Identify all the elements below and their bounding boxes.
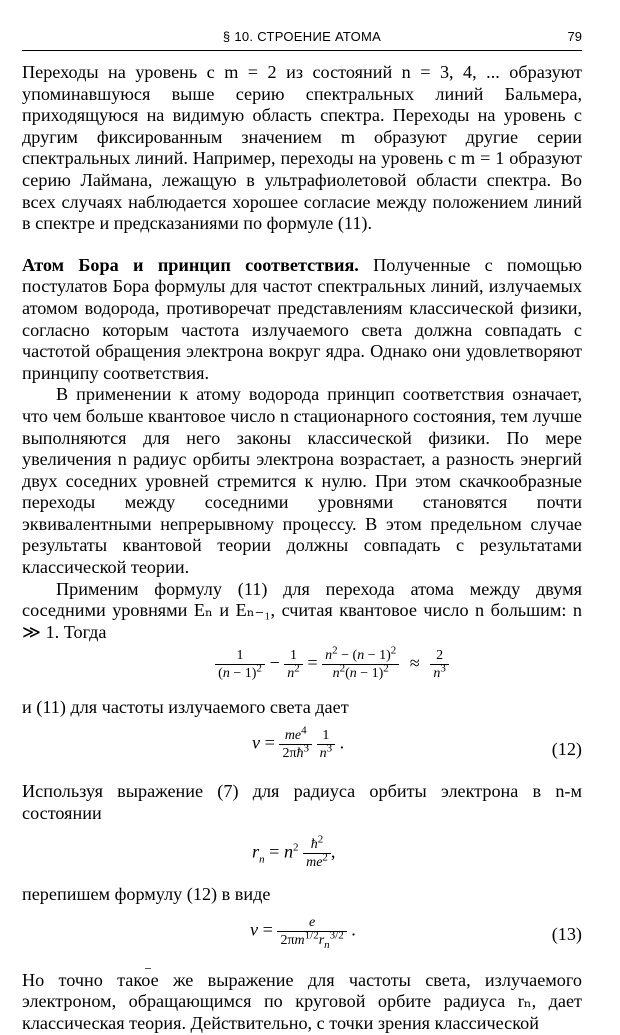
print-mark bbox=[145, 968, 151, 969]
fraction: $\frac{1}{n^2}$ bbox=[284, 647, 303, 682]
fraction: $\frac{2}{n^3}$ bbox=[430, 647, 449, 682]
equation-12 bbox=[22, 721, 582, 771]
equation-13 bbox=[22, 908, 582, 960]
equation-number: (13) bbox=[551, 923, 582, 944]
header-rule bbox=[22, 50, 582, 51]
equation-body: ν = $\frac{me^4}{2\pi ħ^3}$ $\frac{1}{n^3}$ . bbox=[252, 724, 345, 762]
paragraph-rewrite: перепишем формулу (12) в виде bbox=[22, 884, 271, 905]
paragraph-classical: Но точно такое же выражение для частоты света, излучаемого электроном, обращающимся по круговой орбите радиуса rₙ, дает классическая теория. Действительно, с точки зрения классической bbox=[22, 969, 582, 1033]
fraction: $\frac{e}{2\pi m^{1/2}r_n^{3/2}}$ bbox=[277, 914, 346, 949]
page-body bbox=[22, 62, 582, 1035]
formula-orbit-radius bbox=[22, 828, 582, 884]
paragraph-correspondence-principle: В применении к атому водорода принцип соответствия означает, что чем больше квантовое число n стационарного состояния, тем лучше выполняются для него законы классической физики. По мере увеличения n радиус орбиты электрона возрастает, а разность энергий двух соседних уровней стремится к нулю. При этом скачкообразные переходы между соседними уровнями становятся почти эквивалентными непрерывному процессу. В этом предельном случае результаты квантовой теории должны совпадать с результатами классической теории. bbox=[22, 384, 582, 578]
fraction: $\frac{me^4}{2\pi ħ^3}$ bbox=[279, 727, 312, 762]
page-number: 79 bbox=[567, 29, 582, 44]
section-heading: Атом Бора и принцип соответствия. bbox=[22, 254, 359, 275]
paragraph-balmer: Переходы на уровень с m = 2 из состояний n = 3, 4, ... образуют упоминавшуюся выше серию спектральных линий Бальмера, приходящуюся на видимую область спектра. Переходы на уровень с другим фиксированным значением m образуют другие серии спектральных линий. Например, переходы на уровень с m = 1 образуют серию Лаймана, лежащую в ультрафиолетовой области спектра. Во всех случаях наблюдается хорошее согласие между положением линий в спектре и предсказаниями по формуле (11). bbox=[22, 62, 582, 234]
paragraph-frequency: и (11) для частоты излучаемого света дает bbox=[22, 697, 349, 718]
equation-body: ν = $\frac{e}{2\pi m^{1/2}r_n^{3/2}}$ . bbox=[250, 914, 356, 951]
paragraph-apply-formula: Применим формулу (11) для перехода атома между двумя соседними уровнями Eₙ и Eₙ₋₁, считая квантовое число n большим: n ≫ 1. Тогда bbox=[22, 578, 582, 642]
fraction: $\frac{1}{(n - 1)^2}$ bbox=[215, 647, 265, 682]
paragraph-text: Полученные с помощью постулатов Бора формулы для частот спектральных линий, излучаемых атомом водорода, противоречат представлениям классической физики, согласно которым частота излучаемого света должна совпадать с частотой обращения электрона вокруг ядра. Однако они удовлетворяют принципу соответствия. bbox=[22, 254, 582, 383]
section-title: § 10. СТРОЕНИЕ АТОМА bbox=[222, 29, 382, 44]
fraction: $\frac{ħ^2}{me^2}$ bbox=[303, 836, 331, 871]
equation-number: (12) bbox=[551, 739, 582, 760]
formula-energy-difference: $\frac{1}{(n - 1)^2}$ − $\frac{1}{n^2}$ = $\frac{n^2 - (n - 1)^2}{n^2(n - 1)^2}$ ≈ $\frac{2}{n^3}$ bbox=[22, 647, 582, 697]
fraction: $\frac{1}{n^3}$ bbox=[317, 727, 336, 762]
running-header bbox=[22, 26, 582, 48]
fraction: $\frac{n^2 - (n - 1)^2}{n^2(n - 1)^2}$ bbox=[322, 647, 399, 682]
paragraph-bohr-correspondence bbox=[22, 255, 582, 385]
equation-body: $r_n = n^2$ $\frac{ħ^2}{me^2}$ , bbox=[252, 833, 336, 871]
paragraph-orbit-radius: Используя выражение (7) для радиуса орбиты электрона в n-м состоянии bbox=[22, 781, 582, 823]
